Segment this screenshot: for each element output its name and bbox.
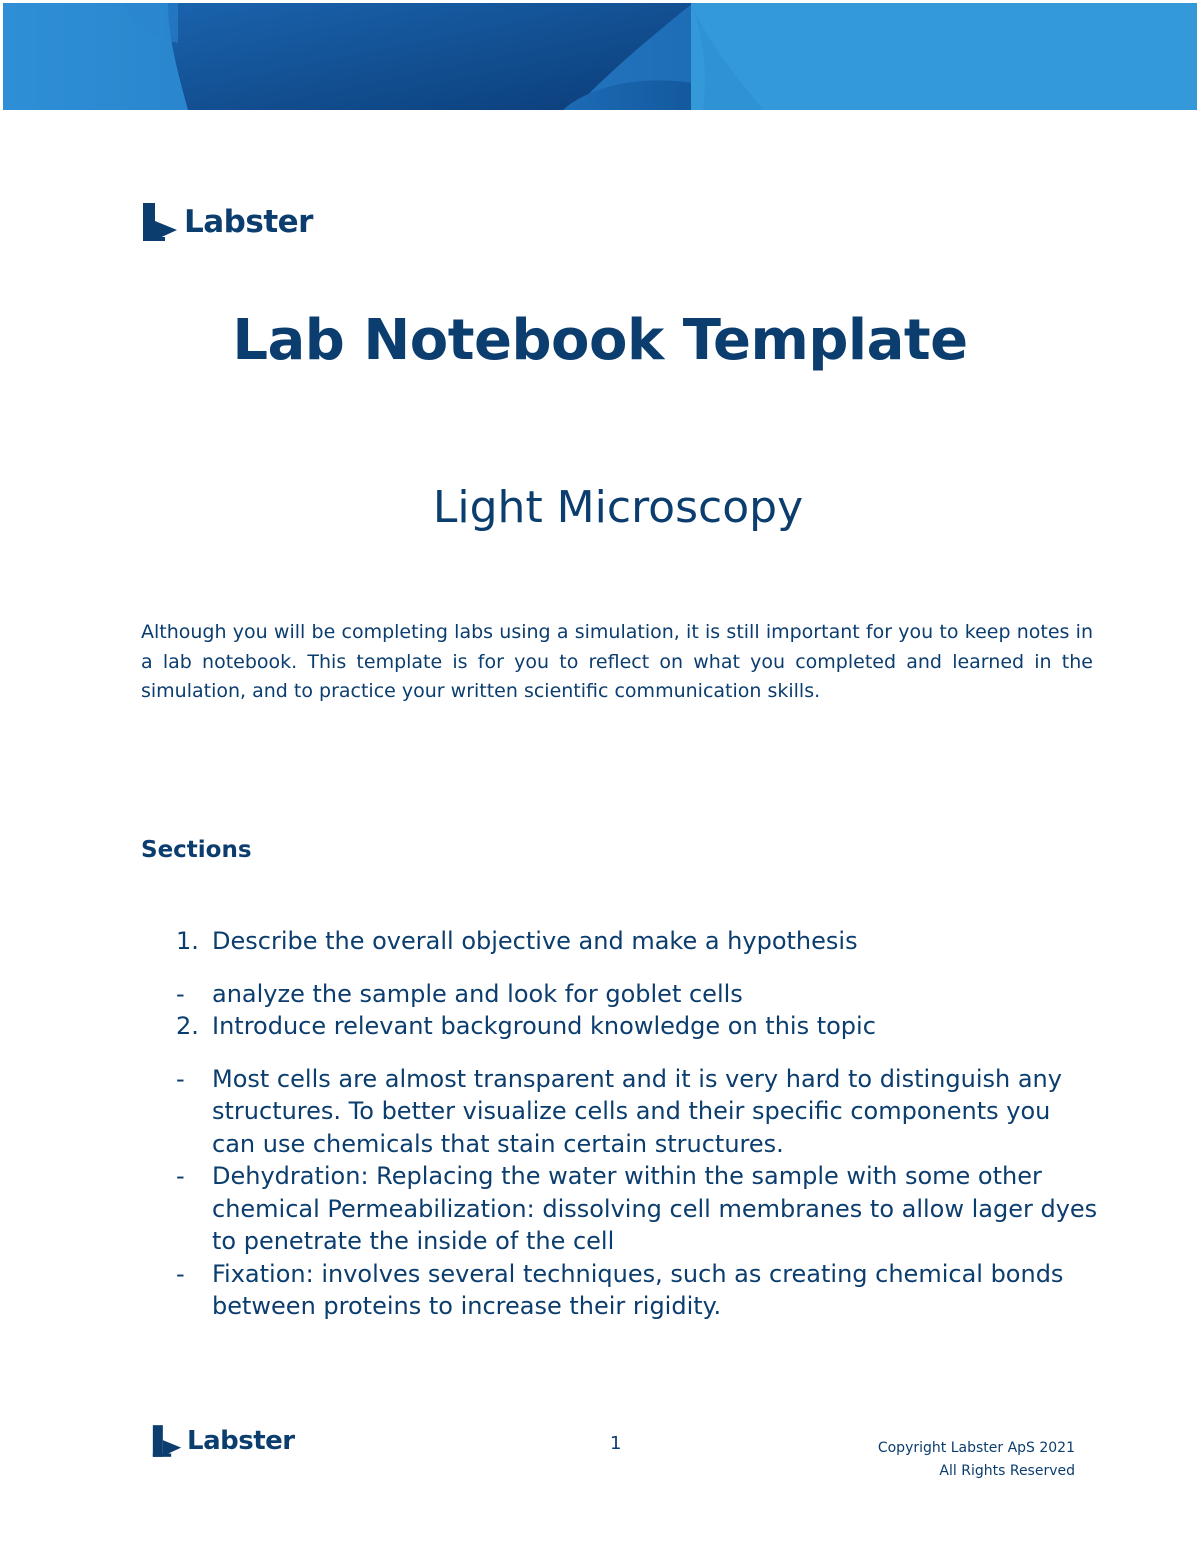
list-marker: -: [176, 1162, 185, 1190]
copyright-notice: [878, 1437, 1075, 1483]
page-subtitle: Light Microscopy: [432, 482, 804, 533]
list-item: [170, 1063, 1100, 1161]
list-item-text: Dehydration: Replacing the water within the sample with some other chemical Permeabilization: dissolving cell membranes to allow lager dyes to penetrate the inside of the cell: [212, 1162, 1098, 1255]
intro-paragraph: Although you will be completing labs using a simulation, it is still important for you to keep notes in a lab notebook. This template is for you to reflect on what you completed and learned in the simulation, and to practice your written scientific communication skills.: [141, 621, 1093, 702]
list-marker: -: [176, 1064, 185, 1093]
list-item-text: analyze the sample and look for goblet cells: [212, 979, 743, 1008]
header-banner: [3, 3, 1197, 110]
list-item-text: Describe the overall objective and make a hypothesis: [212, 927, 858, 955]
page-title: Lab Notebook Template: [232, 308, 968, 373]
footer-brand-name: Labster: [187, 1426, 295, 1456]
brand-logo: [142, 203, 313, 241]
labster-logo-icon: [142, 203, 178, 241]
list-item: [170, 925, 1100, 958]
page-number: 1: [610, 1433, 622, 1454]
rights-line: All Rights Reserved: [939, 1463, 1075, 1479]
list-item-text: Fixation: involves several techniques, such as creating chemical bonds between proteins to increase their rigidity.: [212, 1259, 1064, 1320]
list-item: [170, 1160, 1100, 1258]
list-marker: -: [176, 1259, 185, 1288]
list-item: [170, 1258, 1100, 1323]
list-item: [170, 1010, 1100, 1043]
list-marker: 2.: [176, 1012, 199, 1040]
list-item-text: Introduce relevant background knowledge on this topic: [212, 1012, 876, 1040]
copyright-line: Copyright Labster ApS 2021: [877, 1440, 1075, 1456]
footer-logo: [152, 1425, 295, 1457]
list-marker: -: [176, 979, 185, 1008]
list-item-text: Most cells are almost transparent and it is very hard to distinguish any structures. To better visualize cells and their specific components you can use chemicals that stain certain structures.: [212, 1064, 1062, 1158]
list-marker: 1.: [176, 927, 199, 955]
banner-graphic: [3, 3, 1197, 110]
sections-list: [170, 925, 1100, 1323]
labster-logo-icon: [152, 1425, 182, 1457]
list-item: [170, 978, 1100, 1011]
brand-name: Labster: [184, 204, 313, 240]
sections-heading: Sections: [141, 837, 252, 863]
